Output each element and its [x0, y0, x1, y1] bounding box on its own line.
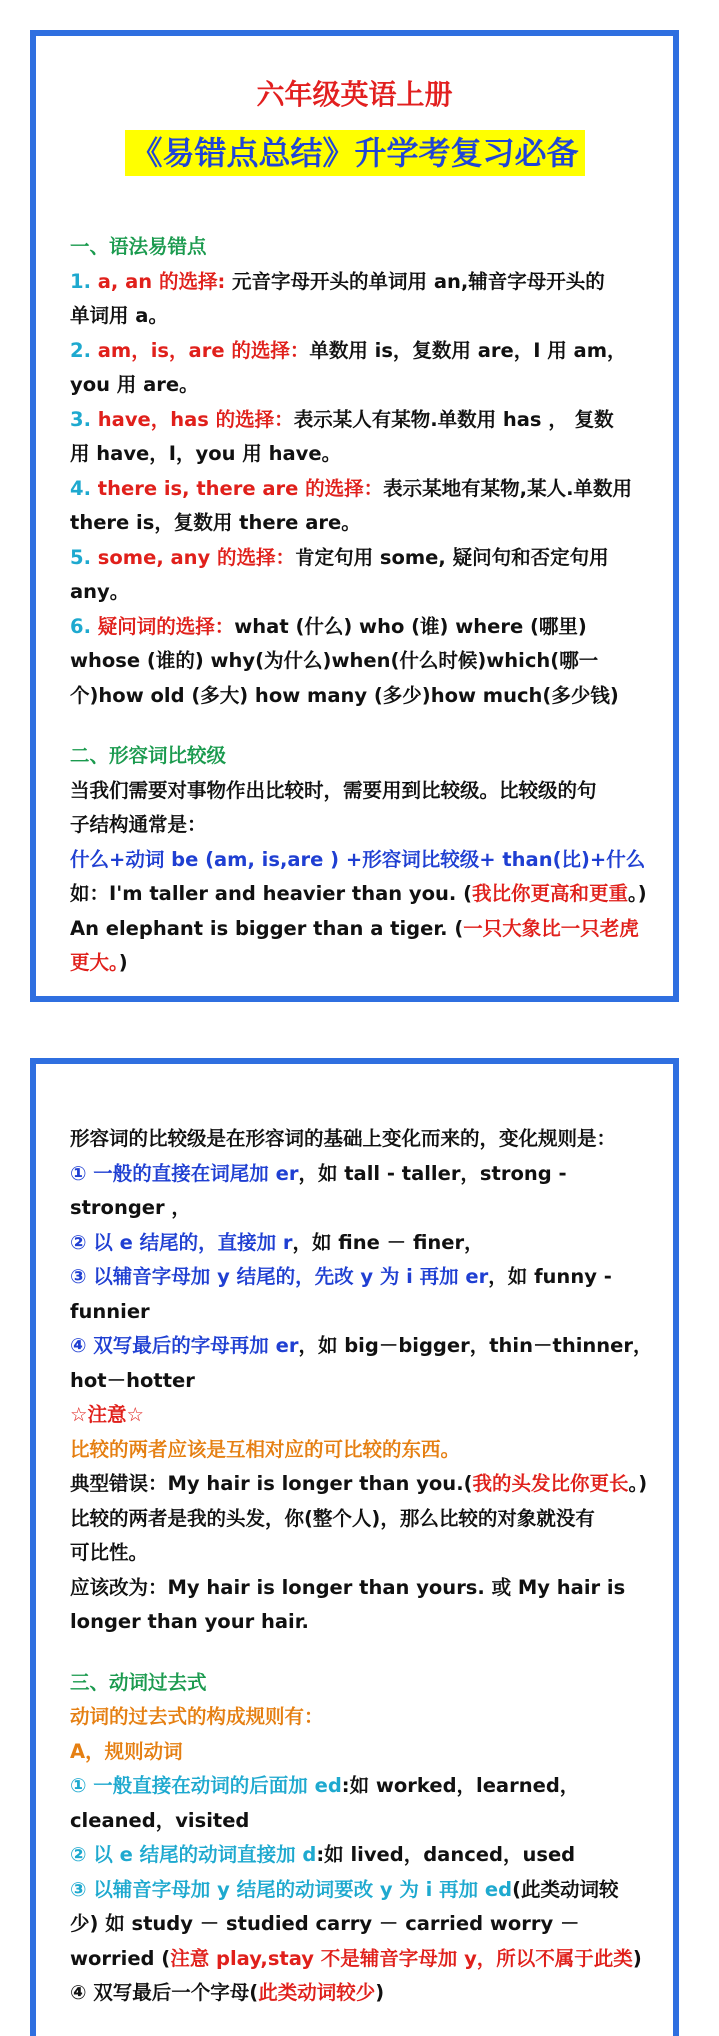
rule-line: hot－hotter: [70, 1368, 195, 1392]
rule-line: stronger ，: [70, 1196, 191, 1219]
rule-line: 3. have，has 的选择：表示某人有某物.单数用 has ， 复数: [70, 407, 614, 431]
error-line: 典型错误：My hair is longer than you.(我的头发比你更长。): [70, 1472, 648, 1495]
rule-line: there is，复数用 there are。: [70, 511, 361, 534]
section-heading: 二、形容词比较级: [70, 744, 227, 767]
paragraph-line: 应该改为：My hair is longer than yours. 或 My hair is: [70, 1575, 626, 1599]
rule-line: ① 一般直接在动词的后面加 ed:如 worked，learned，: [70, 1774, 580, 1797]
rule-line: whose (谁的) why(为什么)when(什么时候)which(哪一: [70, 649, 599, 672]
rule-line: you 用 are。: [70, 373, 199, 396]
example-line: An elephant is bigger than a tiger. (一只大象比一只老虎: [70, 916, 639, 940]
rule-line: ③ 以辅音字母加 y 结尾的动词要改 y 为 i 再加 ed(此类动词较: [70, 1877, 619, 1901]
rule-line: 6. 疑问词的选择：what (什么) who (谁) where (哪里): [70, 614, 587, 638]
page-title: 六年级英语上册: [256, 78, 453, 111]
rule-line: ③ 以辅音字母加 y 结尾的，先改 y 为 i 再加 er，如 funny -: [70, 1265, 612, 1288]
example-line: 如：I'm taller and heavier than you. (我比你更高和更重。): [70, 882, 647, 905]
section-subheading: 动词的过去式的构成规则有：: [70, 1705, 324, 1728]
paragraph-line: 比较的两者是我的头发，你(整个人)，那么比较的对象就没有: [70, 1506, 595, 1530]
rule-line: worried (注意 play,stay 不是辅音字母加 y，所以不属于此类): [70, 1946, 642, 1970]
page-subtitle: 《易错点总结》升学考复习必备: [124, 130, 584, 176]
rule-line: ④ 双写最后的字母再加 er，如 big－bigger，thin－thinner，: [70, 1334, 653, 1357]
rule-line: 个)how old (多大) how many (多少)how much(多少钱): [70, 683, 619, 707]
paragraph-line: 当我们需要对事物作出比较时，需要用到比较级。比较级的句: [70, 778, 597, 802]
rule-line: 用 have，I，you 用 have。: [70, 442, 342, 465]
section-heading: 三、动词过去式: [70, 1670, 207, 1694]
rule-line: ④ 双写最后一个字母(此类动词较少): [70, 1981, 385, 2004]
paragraph-line: longer than your hair.: [70, 1610, 309, 1633]
section-heading: 一、语法易错点: [70, 235, 207, 258]
paragraph-line: 可比性。: [70, 1541, 149, 1564]
summary-card-2: [30, 1058, 679, 2036]
paragraph-line: 子结构通常是：: [70, 813, 207, 836]
rule-line: 2. am，is，are 的选择：单数用 is，复数用 are，I 用 am，: [70, 338, 627, 362]
section-subheading: A，规则动词: [70, 1739, 183, 1763]
rule-line: ① 一般的直接在词尾加 er，如 tall - taller，strong -: [70, 1161, 567, 1185]
rule-line: cleaned，visited: [70, 1808, 250, 1832]
rule-line: 少) 如 study － studied carry － carried worry －: [70, 1912, 580, 1935]
rule-line: 单词用 a。: [70, 304, 168, 327]
formula-line: 什么+动词 be (am, is,are ) +形容词比较级+ than(比)+什么: [70, 847, 646, 871]
paragraph-line: 形容词的比较级是在形容词的基础上变化而来的，变化规则是：: [70, 1127, 617, 1150]
example-line: 更大。): [70, 951, 128, 974]
rule-line: ② 以 e 结尾的，直接加 r，如 fine － finer，: [70, 1230, 484, 1254]
rule-line: funnier: [70, 1299, 150, 1323]
comparative-rules-section: [70, 1122, 653, 2011]
rule-line: ② 以 e 结尾的动词直接加 d:如 lived，danced，used: [70, 1843, 576, 1866]
note-label: ☆注意☆: [70, 1403, 144, 1426]
rule-line: 5. some, any 的选择：肯定句用 some, 疑问句和否定句用: [70, 545, 609, 569]
summary-card-1: [30, 30, 679, 1002]
rule-line: 1. a, an 的选择: 元音字母开头的单词用 an,辅音字母开头的: [70, 269, 605, 293]
rule-line: 4. there is, there are 的选择：表示某地有某物,某人.单数用: [70, 476, 632, 500]
grammar-section: [70, 230, 647, 981]
rule-line: any。: [70, 580, 130, 603]
note-text: 比较的两者应该是互相对应的可比较的东西。: [70, 1437, 461, 1461]
